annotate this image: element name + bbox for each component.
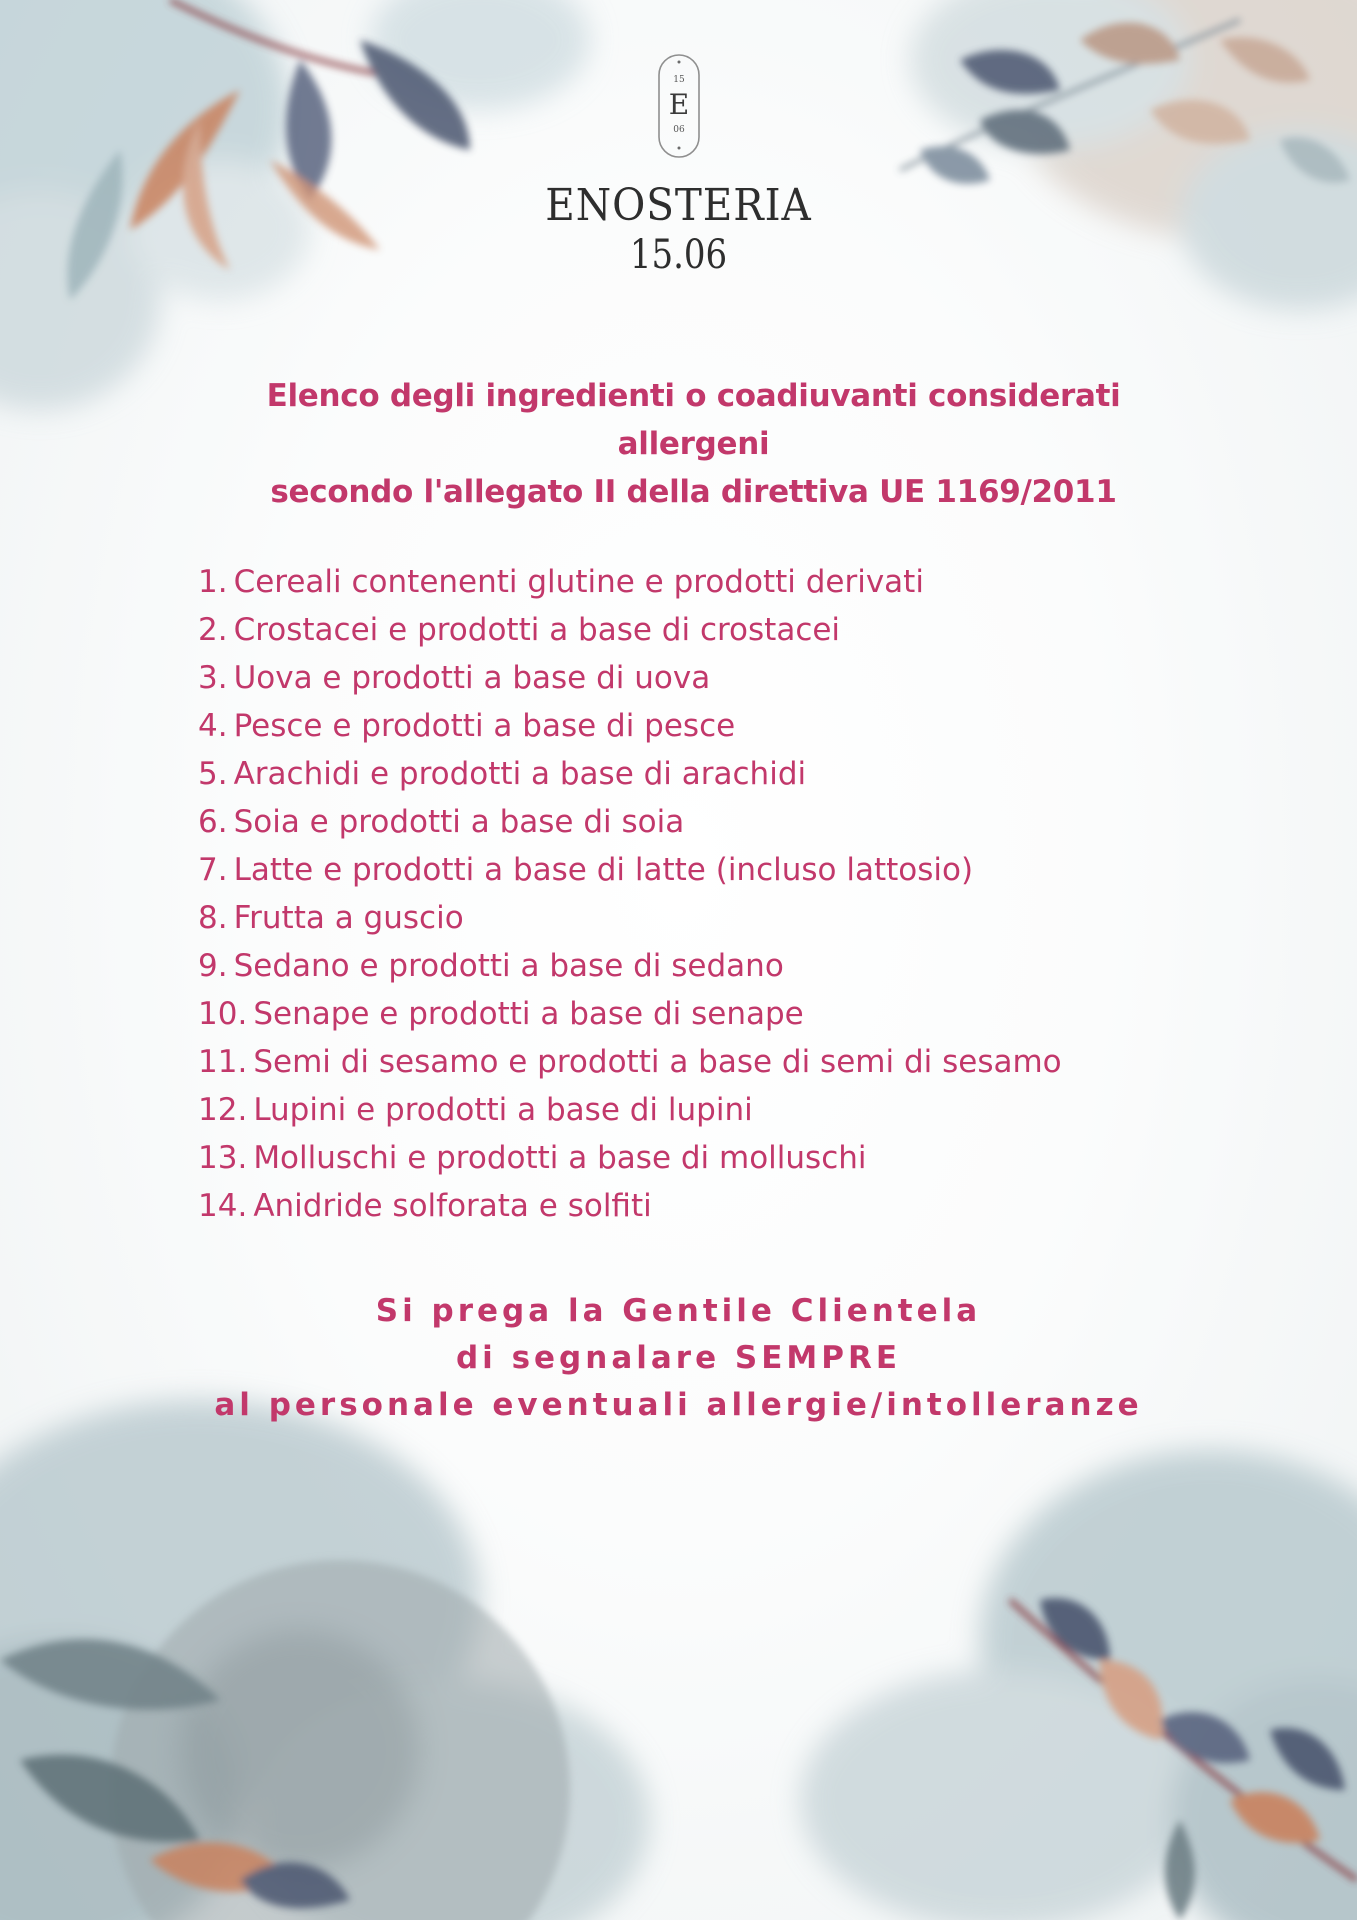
item-number: 3. (198, 660, 228, 696)
item-text: Latte e prodotti a base di latte (incluso lattosio) (233, 852, 974, 888)
item-number: 13. (198, 1140, 248, 1176)
allergen-list (198, 558, 1062, 1230)
item-text: Uova e prodotti a base di uova (233, 660, 711, 696)
item-text: Lupini e prodotti a base di lupini (253, 1092, 753, 1128)
brand-emblem-logo (656, 52, 702, 160)
item-number: 6. (198, 804, 228, 840)
item-text: Soia e prodotti a base di soia (233, 804, 685, 840)
item-number: 10. (198, 996, 248, 1032)
brand-date: 15.06 (629, 232, 728, 278)
item-text: Arachidi e prodotti a base di arachidi (233, 756, 807, 792)
list-item (198, 942, 1062, 990)
item-text: Molluschi e prodotti a base di molluschi (253, 1140, 867, 1176)
item-number: 1. (198, 564, 228, 600)
item-text: Cereali contenenti glutine e prodotti derivati (233, 564, 924, 600)
list-item (198, 1134, 1062, 1182)
item-number: 4. (198, 708, 228, 744)
item-text: Semi di sesamo e prodotti a base di semi di sesamo (253, 1044, 1062, 1080)
item-number: 2. (198, 612, 228, 648)
list-item (198, 606, 1062, 654)
notice-line-2: di segnalare SEMPRE (455, 1340, 902, 1376)
list-item (198, 1086, 1062, 1134)
notice-line-3: al personale eventuali allergie/intolleranze (214, 1387, 1143, 1423)
heading-line-2: allergeni (617, 426, 770, 462)
list-item (198, 654, 1062, 702)
item-number: 14. (198, 1188, 248, 1224)
item-text: Frutta a guscio (233, 900, 464, 936)
emblem-letter: E (668, 88, 690, 121)
allergen-heading (200, 372, 1187, 516)
emblem-bottom-number: 06 (673, 125, 685, 135)
item-text: Sedano e prodotti a base di sedano (233, 948, 784, 984)
heading-line-3: secondo l'allegato II della direttiva UE 1169/2011 (270, 474, 1117, 510)
item-number: 12. (198, 1092, 248, 1128)
item-text: Crostacei e prodotti a base di crostacei (233, 612, 841, 648)
heading-line-1: Elenco degli ingredienti o coadiuvanti considerati (266, 378, 1121, 414)
list-item (198, 846, 1062, 894)
item-text: Anidride solforata e solfiti (253, 1188, 652, 1224)
item-number: 5. (198, 756, 228, 792)
list-item (198, 798, 1062, 846)
item-number: 7. (198, 852, 228, 888)
item-number: 9. (198, 948, 228, 984)
item-text: Senape e prodotti a base di senape (253, 996, 804, 1032)
notice-line-1: Si prega la Gentile Clientela (375, 1293, 982, 1329)
list-item (198, 558, 1062, 606)
list-item (198, 990, 1062, 1038)
list-item (198, 894, 1062, 942)
item-number: 11. (198, 1044, 248, 1080)
emblem-top-number: 15 (673, 75, 685, 85)
item-text: Pesce e prodotti a base di pesce (233, 708, 736, 744)
list-item (198, 702, 1062, 750)
list-item (198, 750, 1062, 798)
item-number: 8. (198, 900, 228, 936)
list-item (198, 1182, 1062, 1230)
brand-name: ENOSTERIA (545, 180, 812, 231)
customer-notice (0, 1288, 1357, 1429)
list-item (198, 1038, 1062, 1086)
